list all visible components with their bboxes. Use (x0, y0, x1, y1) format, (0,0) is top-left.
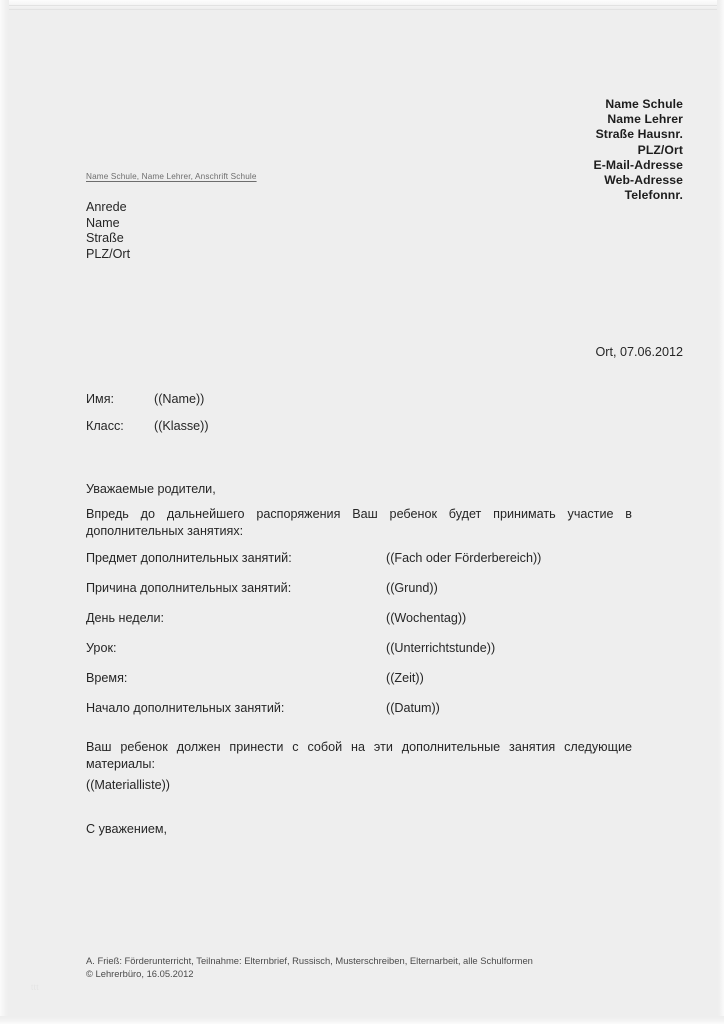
recipient-line-salutation: Anrede (86, 200, 127, 214)
detail-value-time: ((Zeit)) (386, 671, 424, 685)
materials-list-placeholder: ((Materialliste)) (86, 778, 170, 792)
sender-line-school: Name Schule (605, 97, 683, 111)
table-row (86, 551, 632, 581)
detail-label-weekday: День недели: (86, 611, 165, 625)
recipient-line-city: PLZ/Ort (86, 246, 131, 261)
sender-line-phone: Telefonnr. (624, 188, 683, 203)
detail-value-weekday: ((Wochentag)) (386, 611, 467, 625)
detail-value-lesson: ((Unterrichtstunde)) (386, 641, 496, 655)
recipient-line-street: Straße (86, 231, 124, 245)
footer-copyright-line: © Lehrerbüro, 16.05.2012 (86, 967, 194, 979)
detail-label-subject: Предмет дополнительных занятий: (86, 551, 292, 565)
detail-value-subject: ((Fach oder Förderbereich)) (386, 551, 542, 565)
detail-label-time: Время: (86, 671, 128, 685)
course-details-table (86, 551, 632, 731)
student-info-row (86, 392, 209, 406)
student-info-row (86, 419, 209, 433)
sender-line-teacher: Name Lehrer (607, 112, 683, 127)
document-footer (86, 955, 646, 980)
recipient-line-name: Name (86, 215, 120, 230)
student-info-block (86, 392, 209, 446)
detail-label-reason: Причина дополнительных занятий: (86, 581, 292, 595)
table-row (86, 671, 632, 701)
student-class-label: Класс: (86, 419, 124, 433)
materials-paragraph: Ваш ребенок должен принести с собой на эти дополнительные занятия следующие материалы: (86, 740, 632, 771)
table-row (86, 701, 632, 731)
detail-label-start-date: Начало дополнительных занятий: (86, 701, 285, 715)
letter-salutation: Уважаемые родители, (86, 482, 216, 496)
student-name-value: ((Name)) (154, 392, 205, 406)
recipient-address (86, 200, 130, 262)
detail-value-start-date: ((Datum)) (386, 701, 440, 715)
footer-source-line: A. Frieß: Förderunterricht, Teilnahme: Elternbrief, Russisch, Musterschreiben, Elternarbeit, alle Schulformen (86, 955, 533, 966)
sender-line-email: E-Mail-Adresse (593, 157, 683, 172)
table-row (86, 611, 632, 641)
sender-line-city: PLZ/Ort (637, 142, 683, 157)
student-name-label: Имя: (86, 392, 115, 406)
table-row (86, 581, 632, 611)
place-and-date: Ort, 07.06.2012 (595, 345, 683, 359)
detail-label-lesson: Урок: (86, 641, 117, 655)
table-row (86, 641, 632, 671)
faint-watermark: ttt (31, 983, 39, 992)
student-class-value: ((Klasse)) (154, 419, 209, 433)
letter-intro-paragraph: Впредь до дальнейшего распоряжения Ваш ребенок будет принимать участие в дополнительных занятиях: (86, 507, 632, 538)
sender-letterhead (363, 97, 683, 203)
sender-line-street: Straße Hausnr. (595, 127, 683, 142)
sender-line-web: Web-Adresse (604, 173, 683, 188)
return-address-line: Name Schule, Name Lehrer, Anschrift Schule (86, 172, 257, 181)
letter-closing: С уважением, (86, 822, 168, 836)
detail-value-reason: ((Grund)) (386, 581, 438, 595)
